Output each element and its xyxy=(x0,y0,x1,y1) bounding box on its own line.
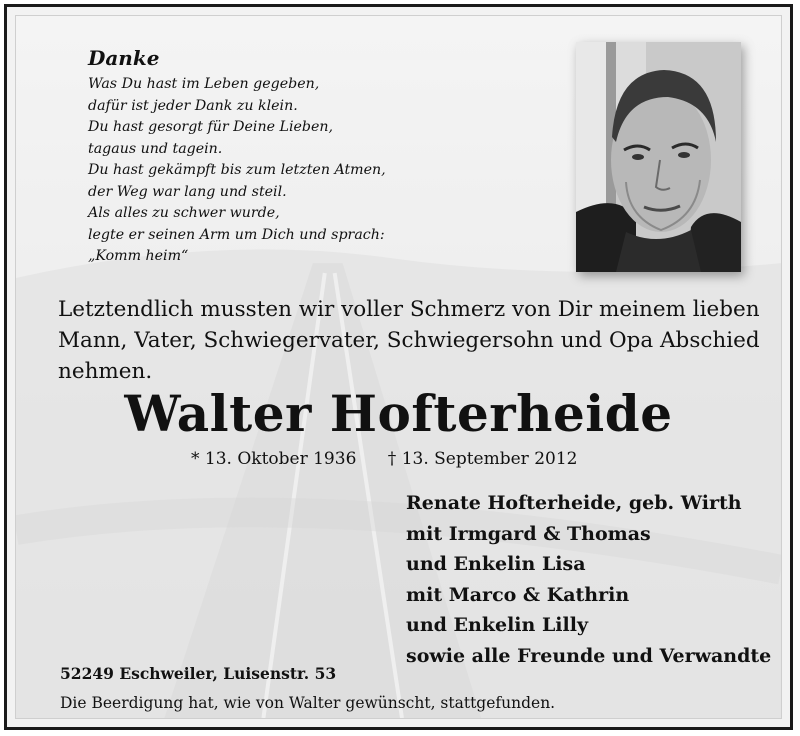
funeral-note: Die Beerdigung hat, wie von Walter gewünscht, stattgefunden. xyxy=(60,694,556,712)
obituary-frame xyxy=(4,4,793,730)
poem-line: „Komm heim“ xyxy=(88,248,189,264)
birth-date: * 13. Oktober 1936 xyxy=(191,449,357,469)
poem-line: Du hast gekämpft bis zum letzten Atmen, xyxy=(88,162,386,178)
mourner-line: mit Irmgard & Thomas xyxy=(406,522,651,545)
intro-text: Letztendlich mussten wir voller Schmerz von Dir meinem lieben Mann, Vater, Schwiegervater, Schwiegersohn und Opa Abschied nehmen. xyxy=(58,297,760,384)
death-date: † 13. September 2012 xyxy=(387,449,578,469)
poem-line: dafür ist jeder Dank zu klein. xyxy=(88,97,298,114)
poem-title: Danke xyxy=(88,46,160,70)
mourner-line: sowie alle Freunde und Verwandte xyxy=(406,644,772,667)
life-dates xyxy=(191,449,577,469)
mourner-line: mit Marco & Kathrin xyxy=(406,583,630,606)
poem-line: Was Du hast im Leben gegeben, xyxy=(88,76,320,92)
poem-line: Als alles zu schwer wurde, xyxy=(88,205,280,221)
mourners-list xyxy=(406,488,771,671)
mourner-line: Renate Hofterheide, geb. Wirth xyxy=(406,492,742,514)
obituary-panel xyxy=(15,15,782,719)
mourner-line: und Enkelin Lisa xyxy=(406,553,586,575)
poem-line: Du hast gesorgt für Deine Lieben, xyxy=(88,119,333,135)
address: 52249 Eschweiler, Luisenstr. 53 xyxy=(60,664,337,683)
mourner-line: und Enkelin Lilly xyxy=(406,614,588,636)
poem xyxy=(88,74,386,268)
poem-line: legte er seinen Arm um Dich und sprach: xyxy=(88,226,385,243)
portrait-photo xyxy=(576,42,741,272)
poem-line: der Weg war lang und steil. xyxy=(88,183,287,200)
poem-line: tagaus und tagein. xyxy=(88,140,223,157)
deceased-name: Walter Hofterheide xyxy=(124,384,673,443)
